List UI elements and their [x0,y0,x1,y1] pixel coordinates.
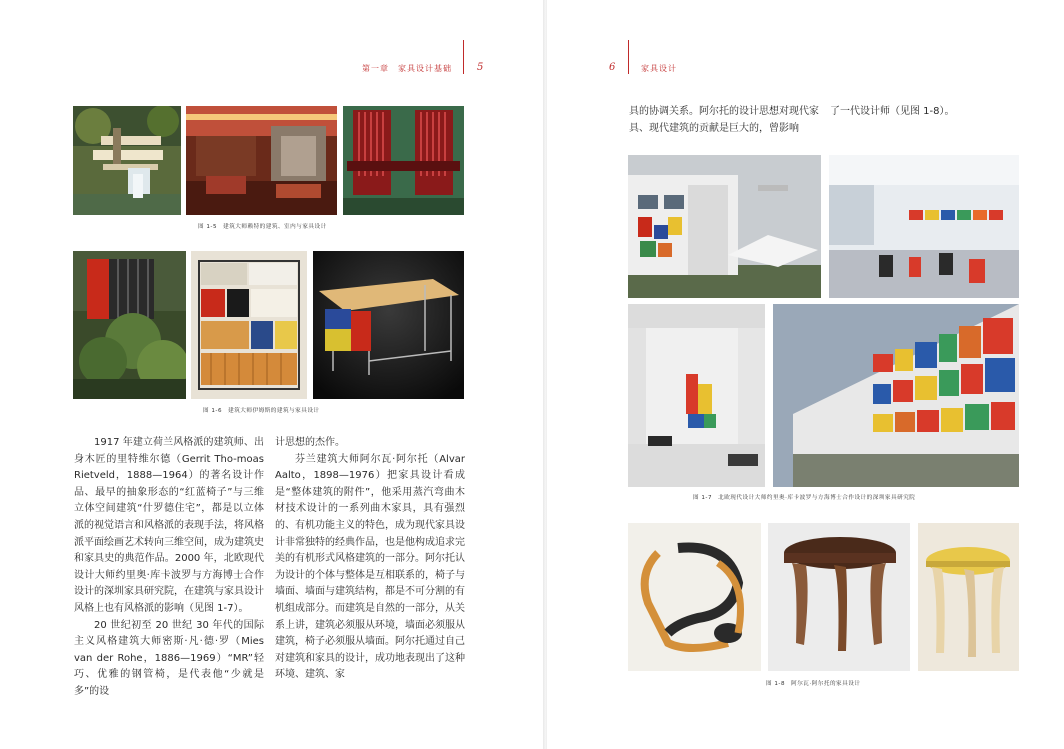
top-text-column-2 [830,104,1020,121]
chapter-header: 第一章 家具设计基础 [362,64,452,73]
photo-institute-atrium [628,304,765,487]
book-title-header: 家具设计 [641,64,677,73]
text-column-2 [275,435,465,684]
photo-eames-house [73,251,186,399]
paragraph-continuation: 计思想的杰作。 [275,437,345,448]
photo-wright-chairs [343,106,464,215]
caption-figure-1-7: 图 1-7 北欧现代设计大师约里奥·库卡波罗与方海博士合作设计的深圳家具研究院 [693,495,916,501]
photo-wright-interior [186,106,337,215]
paragraph-aalto-end: 了一代设计师（见图 1-8）。 [830,106,955,117]
caption-figure-1-5: 图 1-5 建筑大师赖特的建筑、室内与家具设计 [198,224,327,230]
paragraph-rietveld: 1917 年建立荷兰风格派的建筑师、出身木匠的里特维尔德（Gerrit Tho-moas Rietveld，1888—1964）的著名设计作品、最早的抽象形态的“红蓝椅子”与三维立体空间建筑“什罗德住宅”，都是以立体派的视觉语言和风格派的表现手法，将风格派平面绘画艺术转向三维空间，成为建筑史和家具史的典范作品。2000 年，北欧现代设计大师约里奥·库卡波罗与方海博士合作设计的深圳家具研究院，在建筑与家具设计风格上也有风格派的影响（见图 1-7）。 [74,437,264,614]
right-page [547,0,1064,749]
photo-eames-storage-unit [191,251,307,399]
page-number: 5 [477,62,484,73]
photo-fallingwater [73,106,181,215]
photo-aalto-paimio-chair [628,523,761,671]
top-text-column-1 [629,104,819,137]
photo-aalto-stool-yellow [918,523,1019,671]
photo-institute-facade [773,304,1019,487]
photo-institute-cafe [829,155,1019,298]
caption-figure-1-6: 图 1-6 建筑大师伊姆斯的建筑与家具设计 [203,408,320,414]
paragraph-aalto-continued: 具的协调关系。阿尔托的设计思想对现代家具、现代建筑的贡献是巨大的，曾影响 [629,106,819,134]
header-rule [463,40,464,74]
paragraph-mies: 20 世纪初至 20 世纪 30 年代的国际主义风格建筑大师密斯·凡·德·罗（Mies van der Rohe，1886—1969）“MR”轻巧、优雅的钢管椅，是代表他“少就是多”的设 [74,619,264,697]
photo-aalto-stool-dark [768,523,910,671]
header-rule-right [628,40,629,74]
text-column-1 [74,435,264,701]
photo-institute-exterior [628,155,821,298]
caption-figure-1-8: 图 1-8 阿尔瓦·阿尔托的家具设计 [766,681,861,687]
paragraph-aalto: 芬兰建筑大师阿尔瓦·阿尔托（Alvar Aalto，1898—1976）把家具设计看成是“整体建筑的附件”，他采用蒸汽弯曲木材技术设计的一系列曲木家具，具有强烈的、有机功能主义的特色，成为现代家具设计非常独特的经典作品，也是他构成追求完美的有机形式风格建筑的一部分。阿尔托认为设计的个体与整体是互相联系的，椅子与墙面、墙面与建筑结构，都是不可分割的有机组成部分。而建筑是自然的一部分，从关系上讲，建筑必须服从环境，墙面必须服从建筑，椅子必须服从墙面。阿尔托通过自己对建筑和家具的设计，成功地表现出了这种环境、建筑、家 [275,453,465,681]
photo-eames-desk [313,251,464,399]
page-number-right: 6 [609,62,616,73]
